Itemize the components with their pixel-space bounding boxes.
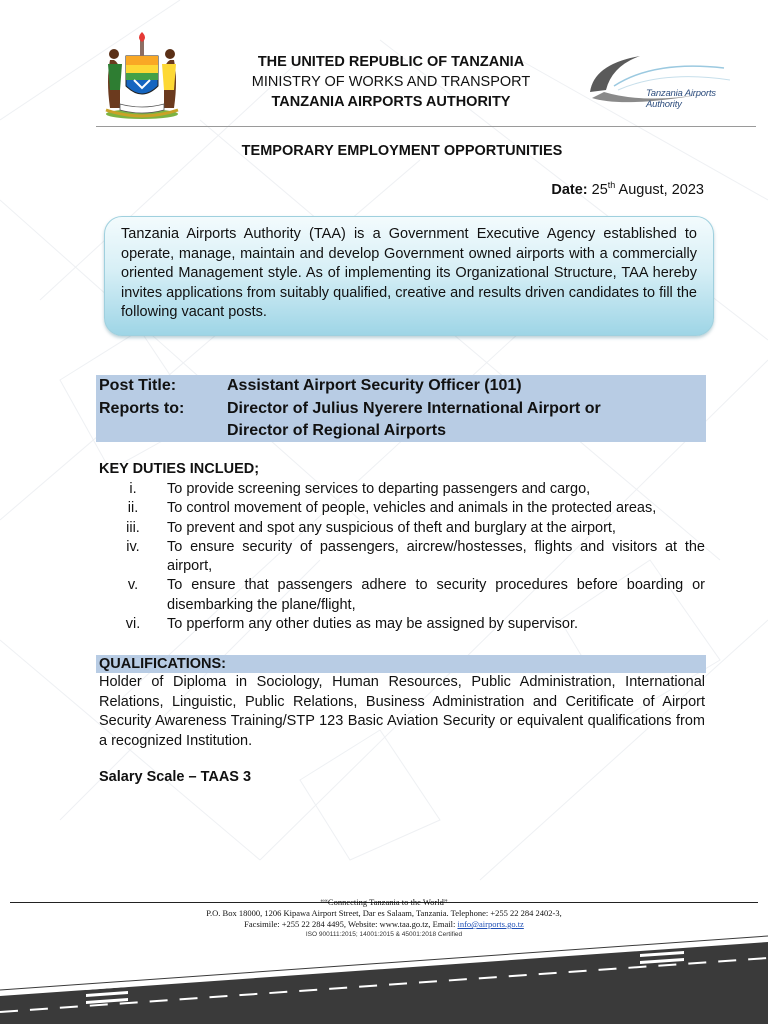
page-title: TEMPORARY EMPLOYMENT OPPORTUNITIES — [241, 143, 563, 159]
list-item — [99, 615, 705, 634]
footer-iso: ISO 900111:2015; 14001:2015 & 45001:2018 Certified — [305, 931, 463, 938]
reports-to-label: Reports to: — [99, 399, 185, 417]
ministry-name: MINISTRY OF WORKS AND TRANSPORT — [251, 74, 531, 90]
post-details-band — [96, 375, 706, 442]
date-suffix: th — [607, 180, 616, 190]
reports-to-row — [99, 398, 706, 421]
list-item-number: ii. — [127, 500, 139, 517]
intro-paragraph: Tanzania Airports Authority (TAA) is a Government Executive Agency established to operate, manage, maintain and develop Government owned airports with a commercially oriented Management style. As of implementing its Organizational Structure, TAA hereby invites applications from suitably qualified, creative and results driven candidates to fill the following vacant posts. — [104, 216, 714, 336]
duties-heading: KEY DUTIES INCLUED; — [99, 461, 260, 477]
list-item-text: To ensure that passengers adhere to security procedures before boarding or disembarking the plane/flight, — [167, 577, 705, 613]
authority-name: TANZANIA AIRPORTS AUTHORITY — [271, 94, 511, 110]
reports-to-row-2 — [99, 420, 706, 443]
qualifications-heading: QUALIFICATIONS: — [96, 655, 706, 673]
reports-to-value-2: Director of Regional Airports — [227, 422, 446, 439]
date-rest: August, 2023 — [618, 181, 704, 198]
footer-address: P.O. Box 18000, 1206 Kipawa Airport Street, Dar es Salaam, Tanzania. Telephone: +255 22 284 2402-3, — [206, 908, 562, 918]
qualifications-text: Holder of Diploma in Sociology, Human Resources, Public Administration, International Relations, Linguistic, Public Relations, Business Administration and Ceritificate of Airport Security Awareness Training/STP 123 Basic Aviation Security or equivalent qualifications from a recognized Institution. — [99, 674, 705, 749]
list-item — [99, 519, 705, 538]
date-day: 25 — [591, 181, 608, 198]
list-item-text: To prevent and spot any suspicious of theft and burglary at the airport, — [167, 519, 616, 536]
post-title-row — [99, 375, 706, 398]
list-item — [99, 576, 705, 615]
list-item-number: iv. — [126, 538, 140, 555]
list-item-text: To provide screening services to departing passengers and cargo, — [167, 481, 591, 497]
list-item-text: To control movement of people, vehicles and animals in the protected areas, — [167, 500, 657, 517]
reports-to-value-1: Director of Julius Nyerere International Airport or — [227, 399, 601, 417]
list-item — [99, 480, 705, 499]
list-item — [99, 538, 705, 577]
salary-scale: Salary Scale – TAAS 3 — [99, 769, 252, 785]
duties-list — [99, 480, 705, 634]
taa-logo — [584, 50, 736, 110]
list-item-number: v. — [127, 577, 139, 594]
list-item — [99, 499, 705, 518]
email-link[interactable]: info@airports.go.tz — [457, 919, 524, 929]
country-name: THE UNITED REPUBLIC OF TANZANIA — [257, 54, 525, 70]
footer-slogan: ““Connecting Tanzania to the World” — [320, 897, 448, 907]
date-label: Date: — [551, 181, 588, 198]
list-item-number: i. — [129, 481, 137, 497]
list-item-number: vi. — [125, 616, 141, 633]
header-divider — [96, 126, 756, 127]
list-item-text: To ensure security of passengers, aircrew/hostesses, flights and visitors at the airport, — [167, 538, 705, 575]
runway-graphic — [0, 920, 768, 1024]
post-title-value: Assistant Airport Security Officer (101) — [227, 377, 522, 394]
taa-logo-text: Tanzania Airports Authority — [646, 88, 716, 110]
date-line — [551, 180, 704, 198]
letterhead — [210, 52, 572, 112]
post-title-label: Post Title: — [99, 377, 177, 394]
list-item-text: To pperform any other duties as may be assigned by supervisor. — [167, 616, 579, 633]
coat-of-arms-emblem — [96, 30, 188, 122]
footer-contact-prefix: Facsimile: +255 22 284 4495, Website: www.taa.go.tz, Email: — [244, 919, 458, 929]
list-item-number: iii. — [126, 519, 140, 536]
